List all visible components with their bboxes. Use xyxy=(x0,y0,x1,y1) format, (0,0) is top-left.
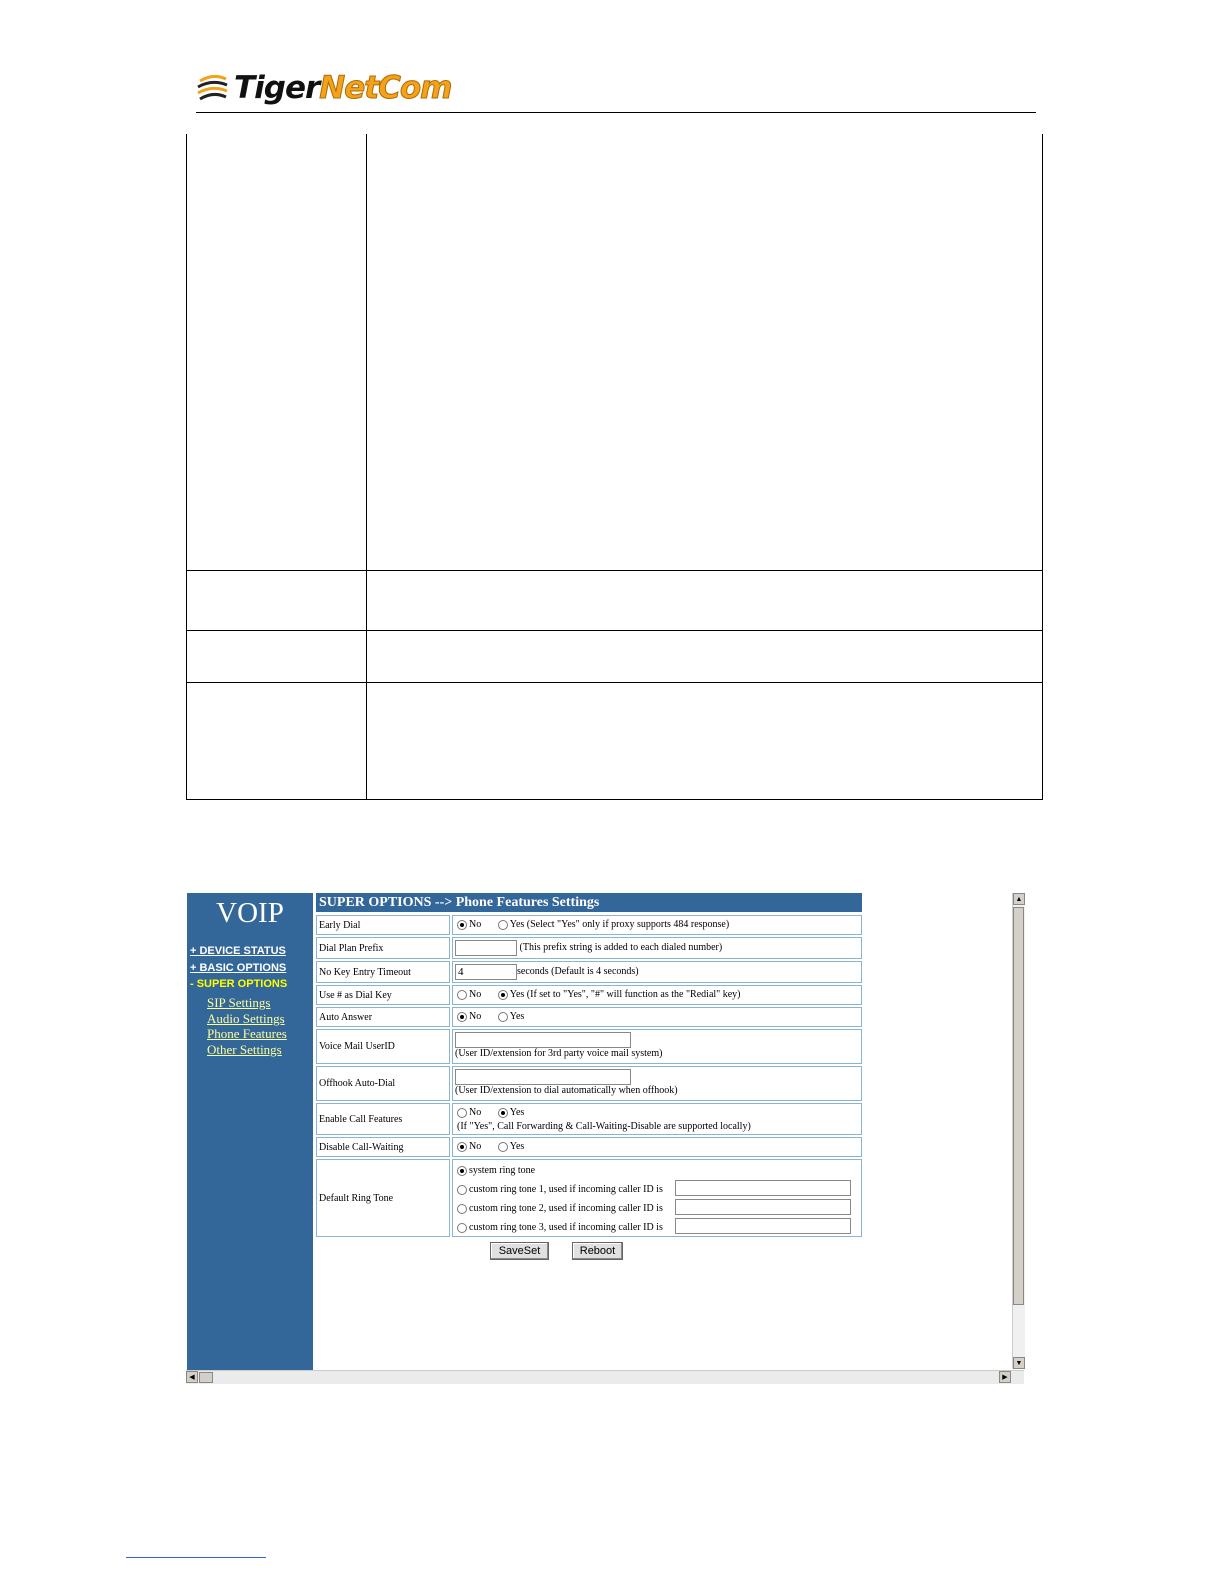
dial-prefix-input[interactable] xyxy=(455,940,517,956)
call-waiting-label: Disable Call-Waiting xyxy=(316,1137,450,1157)
dial-prefix-label: Dial Plan Prefix xyxy=(316,937,450,959)
ring-tone-custom1-input[interactable] xyxy=(675,1180,851,1196)
use-hash-yes-label: Yes (If set to "Yes", "#" will function as the "Redial" key) xyxy=(509,989,741,1000)
use-hash-yes-radio[interactable] xyxy=(498,990,508,1000)
auto-answer-options xyxy=(452,1007,862,1027)
panel-title: SUPER OPTIONS --> Phone Features Settings xyxy=(316,893,862,912)
horizontal-scroll-thumb[interactable] xyxy=(199,1372,213,1383)
table-border-right xyxy=(1042,134,1043,800)
auto-answer-yes-label: Yes xyxy=(509,1011,525,1022)
vertical-scrollbar[interactable] xyxy=(1012,893,1025,1369)
row-early-dial xyxy=(316,915,862,935)
row-call-features xyxy=(316,1103,862,1135)
early-dial-yes-label: Yes (Select "Yes" only if proxy supports 484 response) xyxy=(509,919,730,930)
row-auto-answer xyxy=(316,1007,862,1027)
call-features-no-radio[interactable] xyxy=(457,1108,467,1118)
subnav-phone-features[interactable]: Phone Features xyxy=(207,1026,287,1041)
header-rule xyxy=(196,112,1036,113)
subnav-other-settings[interactable]: Other Settings xyxy=(207,1042,282,1057)
auto-answer-yes-radio[interactable] xyxy=(498,1012,508,1022)
early-dial-no-label: No xyxy=(469,919,482,930)
settings-panel xyxy=(316,893,862,1257)
ring-tone-system-label: system ring tone xyxy=(469,1165,536,1176)
nav-basic-options[interactable]: + BASIC OPTIONS xyxy=(190,962,287,974)
offhook-input[interactable] xyxy=(455,1069,631,1085)
row-call-waiting xyxy=(316,1137,862,1157)
subnav-audio-settings[interactable]: Audio Settings xyxy=(207,1011,285,1026)
scroll-left-icon[interactable]: ◀ xyxy=(186,1371,198,1383)
early-dial-options xyxy=(452,915,862,935)
call-features-label: Enable Call Features xyxy=(316,1103,450,1135)
call-waiting-yes-radio[interactable] xyxy=(498,1142,508,1152)
ring-tone-custom1-radio[interactable] xyxy=(457,1185,467,1195)
ring-tone-custom3-input[interactable] xyxy=(675,1218,851,1234)
call-waiting-yes-label: Yes xyxy=(509,1141,525,1152)
ring-tone-custom3-label: custom ring tone 3, used if incoming caller ID is xyxy=(469,1222,663,1233)
subnav-sip-settings[interactable]: SIP Settings xyxy=(207,995,271,1010)
offhook-label: Offhook Auto-Dial xyxy=(316,1066,450,1101)
table-column-divider xyxy=(366,134,367,800)
no-key-timeout-hint: seconds (Default is 4 seconds) xyxy=(517,966,639,977)
sidebar-title: VOIP xyxy=(216,897,284,929)
ring-tone-custom3-radio[interactable] xyxy=(457,1223,467,1233)
voicemail-hint: (User ID/extension for 3rd party voice mail system) xyxy=(455,1048,663,1059)
no-key-timeout-input[interactable]: 4 xyxy=(455,964,517,980)
logo-text-tiger: Tiger xyxy=(234,70,320,106)
early-dial-no-radio[interactable] xyxy=(457,920,467,930)
row-offhook xyxy=(316,1066,862,1101)
row-voicemail xyxy=(316,1029,862,1064)
voip-settings-window xyxy=(186,892,1037,1397)
row-dial-prefix xyxy=(316,937,862,959)
no-key-timeout-label: No Key Entry Timeout xyxy=(316,961,450,983)
use-hash-no-label: No xyxy=(469,989,482,1000)
table-row-divider xyxy=(186,630,1043,631)
table-row-divider xyxy=(186,570,1043,571)
call-features-hint: (If "Yes", Call Forwarding & Call-Waiting-Disable are supported locally) xyxy=(457,1121,751,1132)
use-hash-no-radio[interactable] xyxy=(457,990,467,1000)
early-dial-yes-radio[interactable] xyxy=(498,920,508,930)
ring-tone-label: Default Ring Tone xyxy=(316,1159,450,1237)
voicemail-input[interactable] xyxy=(455,1032,631,1048)
scroll-down-icon[interactable]: ▼ xyxy=(1013,1357,1025,1369)
row-ring-tone xyxy=(316,1159,862,1237)
ring-tone-custom2-label: custom ring tone 2, used if incoming caller ID is xyxy=(469,1203,663,1214)
offhook-value xyxy=(452,1066,862,1101)
voicemail-label: Voice Mail UserID xyxy=(316,1029,450,1064)
document-table xyxy=(186,134,1052,800)
early-dial-label: Early Dial xyxy=(316,915,450,935)
logo-stripes-icon xyxy=(196,71,230,105)
auto-answer-no-radio[interactable] xyxy=(457,1012,467,1022)
call-features-yes-radio[interactable] xyxy=(498,1108,508,1118)
reboot-button[interactable]: Reboot xyxy=(572,1242,623,1260)
horizontal-scrollbar[interactable] xyxy=(186,1370,1024,1384)
company-logo xyxy=(196,68,451,108)
vertical-scroll-thumb[interactable] xyxy=(1013,907,1024,1305)
table-row-divider xyxy=(186,682,1043,683)
call-features-options xyxy=(452,1103,862,1135)
call-waiting-no-radio[interactable] xyxy=(457,1142,467,1152)
logo-text-netcom: NetCom xyxy=(319,70,452,106)
call-features-no-label: No xyxy=(469,1107,482,1118)
row-no-key-timeout xyxy=(316,961,862,983)
voicemail-value xyxy=(452,1029,862,1064)
table-border-bottom xyxy=(186,799,1043,800)
auto-answer-no-label: No xyxy=(469,1011,482,1022)
use-hash-options xyxy=(452,985,862,1005)
footer-link-underline xyxy=(126,1557,266,1558)
call-features-yes-label: Yes xyxy=(509,1107,525,1118)
ring-tone-custom1-label: custom ring tone 1, used if incoming caller ID is xyxy=(469,1184,663,1195)
call-waiting-no-label: No xyxy=(469,1141,482,1152)
sidebar xyxy=(187,893,313,1375)
call-waiting-options xyxy=(452,1137,862,1157)
table-border-left xyxy=(186,134,187,800)
row-use-hash xyxy=(316,985,862,1005)
saveset-button[interactable]: SaveSet xyxy=(490,1242,549,1260)
use-hash-label: Use # as Dial Key xyxy=(316,985,450,1005)
dial-prefix-hint: (This prefix string is added to each dialed number) xyxy=(519,942,723,953)
dial-prefix-value xyxy=(452,937,862,959)
auto-answer-label: Auto Answer xyxy=(316,1007,450,1027)
scroll-up-icon[interactable]: ▲ xyxy=(1013,893,1025,905)
offhook-hint: (User ID/extension to dial automatically when offhook) xyxy=(455,1085,678,1096)
ring-tone-system-radio[interactable] xyxy=(457,1166,467,1176)
no-key-timeout-value xyxy=(452,961,862,983)
nav-device-status[interactable]: + DEVICE STATUS xyxy=(190,945,286,957)
ring-tone-custom2-radio[interactable] xyxy=(457,1204,467,1214)
nav-super-options[interactable]: - SUPER OPTIONS xyxy=(190,978,288,990)
ring-tone-options xyxy=(452,1159,862,1237)
scroll-right-icon[interactable]: ▶ xyxy=(999,1371,1011,1383)
ring-tone-custom2-input[interactable] xyxy=(675,1199,851,1215)
